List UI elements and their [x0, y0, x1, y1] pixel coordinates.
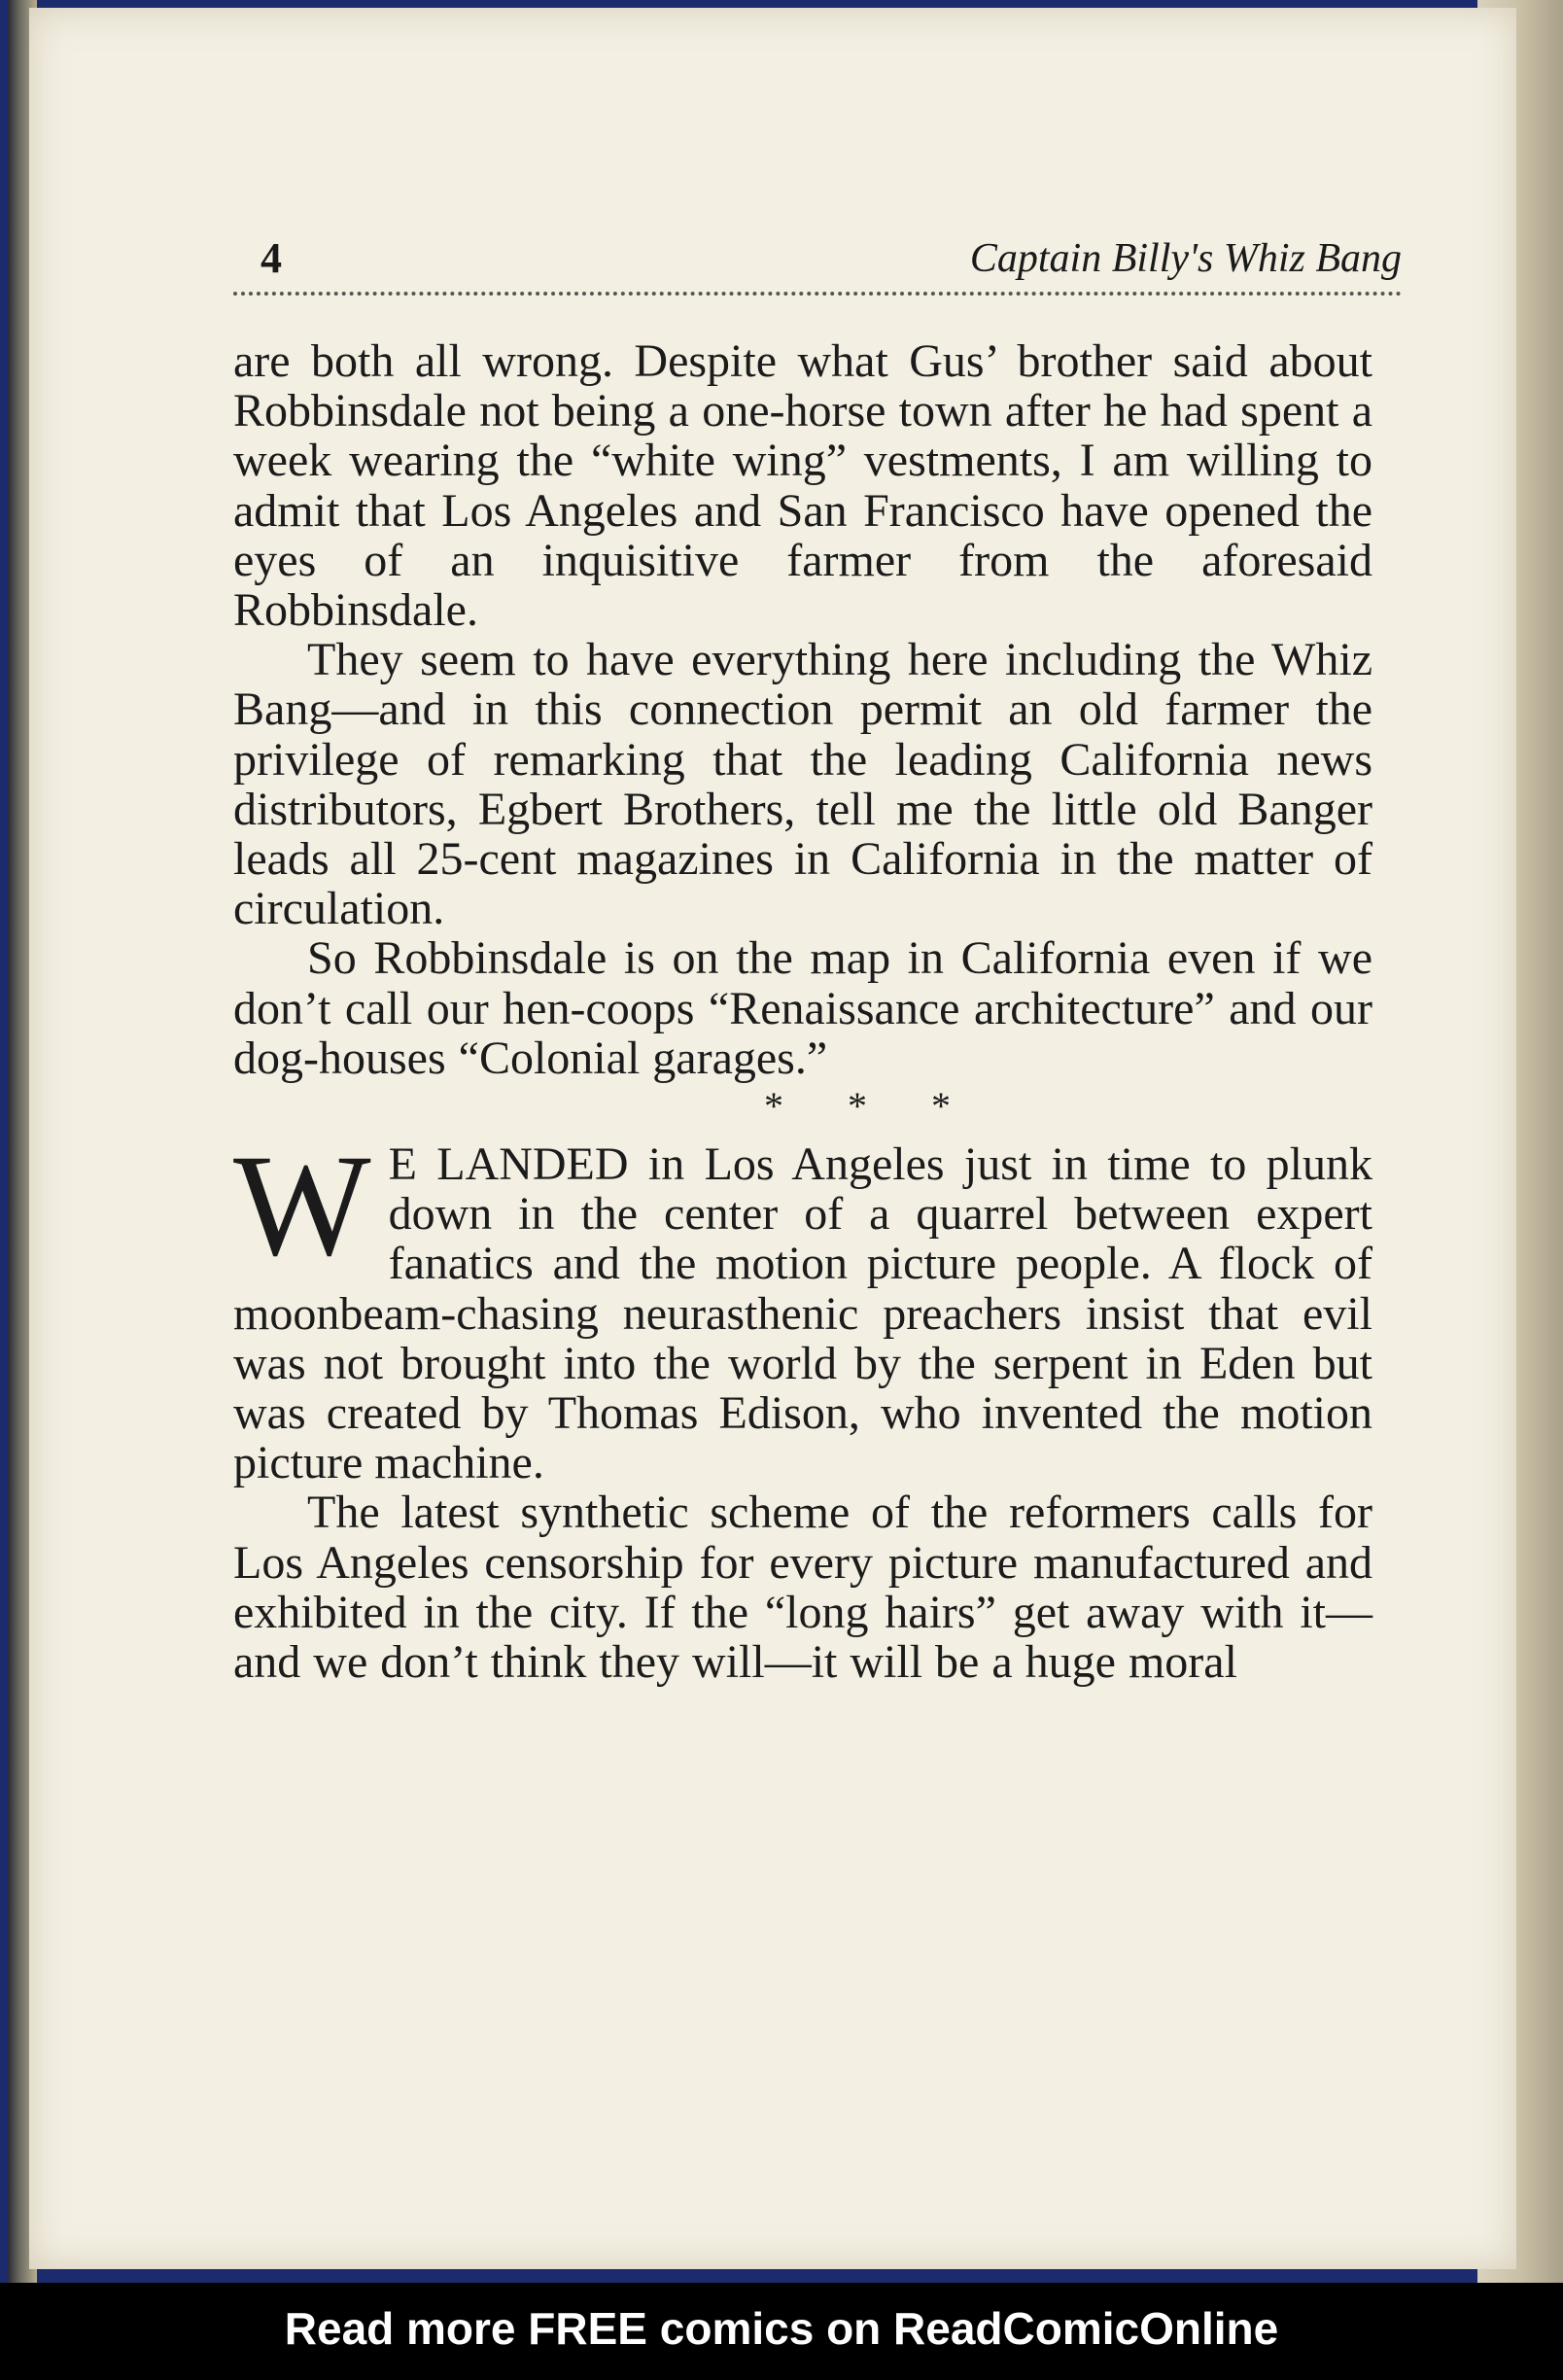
- running-title: Captain Billy's Whiz Bang: [969, 236, 1402, 281]
- paragraph-landed: [233, 1125, 1372, 1489]
- section-separator: * * *: [764, 1084, 978, 1129]
- paragraph-whiz-bang: They seem to have everything here including the Whiz Bang—and in this connection permit an old farmer the privilege of remarking that the leading California news distributors, Egbert Brothers, tell me the little old Banger leads all 25-cent magazines in California in the matter of circulation.: [233, 634, 1372, 935]
- footer-banner-text: Read more FREE comics on ReadComicOnline: [284, 2303, 1279, 2354]
- paragraph-reformers: The latest synthetic scheme of the reformers calls for Los Angeles censorship for every picture manufactured and exhibited in the city. If the “long hairs” get away with it—and we don’t think they will—it will be a huge moral: [233, 1487, 1372, 1689]
- footer-banner: [0, 2283, 1563, 2380]
- paragraph-continued: are both all wrong. Despite what Gus’ brother said about Robbinsdale not being a one-horse town after he had spent a week wearing the “white wing” vestments, I am willing to admit that Los Angeles and San Francisco have opened the eyes of an inquisitive farmer from the aforesaid Robbinsdale.: [233, 335, 1372, 637]
- page-header: [233, 233, 1402, 296]
- article-body: [233, 336, 1372, 1687]
- paragraph-landed-text: E LANDED in Los Angeles just in time to plunk down in the center of a quarrel between expert fanatics and the motion picture people. A flock of moonbeam-chasing neurasthenic preachers insist that evil was not brought into the world by the serpent in Eden but was created by Thomas Edison, who invented the motion picture machine.: [233, 1138, 1372, 1489]
- page-number: 4: [260, 234, 282, 282]
- paragraph-robbinsdale: So Robbinsdale is on the map in California even if we don’t call our hen-coops “Renaissance architecture” and our dog-houses “Colonial garages.”: [233, 932, 1372, 1084]
- drop-cap-letter: W: [233, 1125, 371, 1287]
